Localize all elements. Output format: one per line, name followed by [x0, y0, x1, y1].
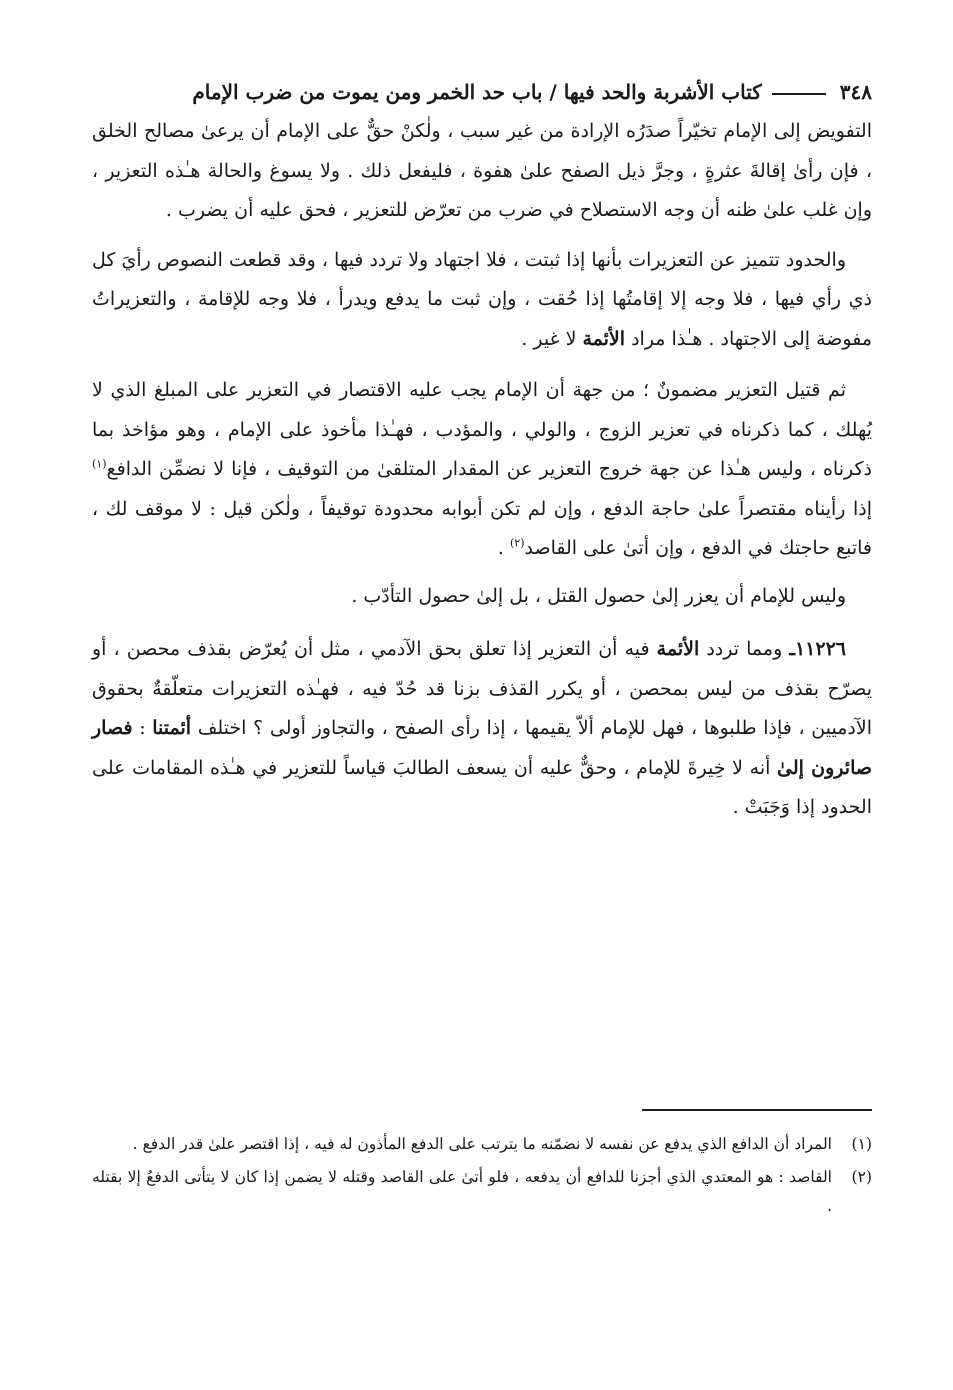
- footnote-text: القاصد : هو المعتدي الذي أجزنا للدافع أن يدفعه ، فلو أتىٰ على القاصد وقتله لا يضمن إذا كان لا يتأتى الدفعُ إلا بقتله .: [92, 1168, 832, 1215]
- paragraph-2: والحدود تتميز عن التعزيرات بأنها إذا ثبتت ، فلا اجتهاد ولا تردد فيها ، وقد قطعت النصوص رأيَ كل ذي رأي فيها ، فلا وجه إلا إقامتُها إذا حُقت ، وإن ثبت ما يدفع ويدرأ ، فلا وجه للإقامة ، والتعزيراتُ مفوضة إلى الاجتهاد . هـٰذا مراد الأئمة لا غير .: [92, 248, 872, 350]
- running-header: [92, 72, 872, 112]
- footnote-ref-1[interactable]: (١): [92, 457, 107, 471]
- footnote-number: (١): [851, 1135, 872, 1153]
- footnote-number: (٢): [851, 1168, 872, 1186]
- footnotes: [92, 1130, 872, 1225]
- footnote-separator: [642, 1109, 872, 1111]
- main-text: [92, 112, 872, 828]
- bold-term: فصار صائرون إلىٰ: [92, 717, 872, 779]
- section-number: ١١٢٢٦ـ: [789, 638, 846, 660]
- bold-term: الأئمة: [582, 327, 626, 350]
- page-number: ٣٤٨: [839, 80, 872, 104]
- paragraph-5: ١١٢٢٦ـ ومما تردد الأئمة فيه أن التعزير إذا تعلق بحق الآدمي ، مثل أن يُعرّض بقذف محصن ، أو يصرّح بقذف من ليس بمحصن ، أو يكرر القذف بزنا قد حُدّ فيه ، فهـٰذه التعزيرات متعلّقةٌ بحقوق الآدميين ، فإذا طلبوها ، فهل للإمام ألاّ يقيمها ، إذا رأى الصفح ، والتجاوز أولى ؟ اختلف أئمتنا : فصار صائرون إلىٰ أنه لا خِيرةَ للإمام ، وحقٌّ عليه أن يسعف الطالبَ قياساً للتعزير في هـٰذه المقامات على الحدود إذا وَجَبَتْ .: [92, 638, 872, 818]
- bold-term: الأئمة: [656, 638, 700, 660]
- paragraph-1: التفويض إلى الإمام تخيّراً صدَرُه الإرادة من غير سبب ، ولٰكنْ حقٌّ على الإمام أن يرعىٰ مصالح الخلق ، فإن رأىٰ إقالةَ عثرةٍ ، وجرَّ ذيل الصفح علىٰ هفوة ، فليفعل ذلك . ولا يسوغ والحالة هـٰذه التعزير ، وإن غلب علىٰ ظنه أن وجه الاستصلاح في ضرب من تعرّض للتعزير ، فحق عليه أن يضرب .: [92, 120, 872, 221]
- footnote-text: المراد أن الدافع الذي يدفع عن نفسه لا نضمّنه ما يترتب على الدفع المأذون له فيه ، إذا اقتصر علىٰ قدر الدفع .: [132, 1135, 832, 1153]
- paragraph-4: وليس للإمام أن يعزر إلىٰ حصول القتل ، بل إلىٰ حصول التأدّب .: [351, 584, 846, 607]
- footnote-1: [92, 1130, 872, 1159]
- footnote-2: [92, 1163, 872, 1221]
- bold-term: أئمتنا: [152, 717, 192, 739]
- book-page: [92, 72, 872, 1362]
- footnote-ref-2[interactable]: (٢): [510, 536, 525, 550]
- running-title: كتاب الأشربة والحد فيها / باب حد الخمر ومن يموت من ضرب الإمام: [192, 80, 762, 104]
- header-rule: [772, 93, 826, 95]
- paragraph-3: ثم قتيل التعزير مضمونٌ ؛ من جهة أن الإمام يجب عليه الاقتصار في التعزير على المبلغ الذي لا يُهلك ، كما ذكرناه في تعزير الزوج ، والولي ، والمؤدب ، فهـٰذا مأخوذ على الإمام ، وهو مؤاخذ بما ذكرناه ، وليس هـٰذا عن جهة خروج التعزير عن المقدار المتلقىٰ من التوقيف ، فإنا لا نضمِّن الدافع$^{(١)}$ إذا رأيناه مقتصراً علىٰ حاجة الدفع ، وإن لم تكن أبوابه محدودة توقيفاً ، ولٰكن قيل : لا موقف لك ، فاتبع حاجتك في الدفع ، وإن أتىٰ على القاصد$^{(٢)}$ .: [92, 379, 872, 559]
